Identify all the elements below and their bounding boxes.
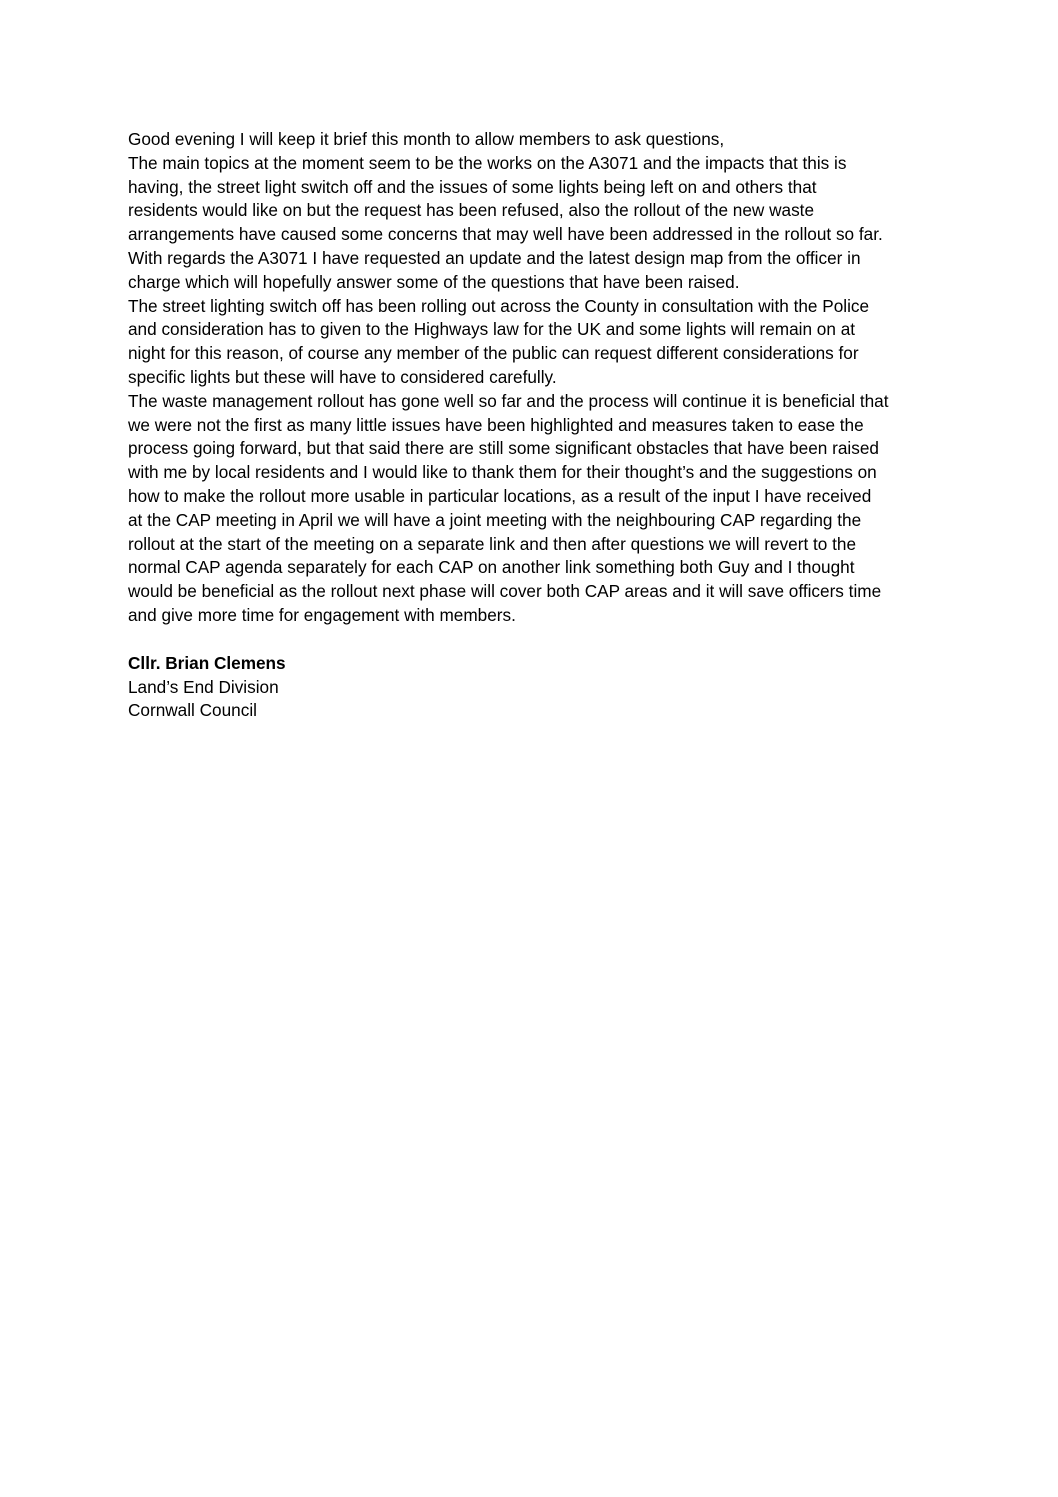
text-line: would be beneficial as the rollout next phase will cover both CAP areas and it will save officers time: [128, 581, 882, 602]
signature-division: Land’s End Division: [128, 676, 279, 697]
text-line: specific lights but these will have to considered carefully.: [128, 366, 557, 387]
text-line: Good evening I will keep it brief this month to allow members to ask questions,: [128, 129, 725, 149]
text-line: residents would like on but the request has been refused, also the rollout of the new waste: [128, 200, 815, 221]
text-line: and give more time for engagement with members.: [128, 604, 516, 625]
text-line: rollout at the start of the meeting on a separate link and then after questions we will revert to the: [128, 533, 857, 554]
text-line: arrangements have caused some concerns that may well have been addressed in the rollout so far.: [128, 224, 883, 245]
signature-name: Cllr. Brian Clemens: [128, 652, 286, 673]
text-line: The street lighting switch off has been rolling out across the County in consultation with the Police: [128, 295, 870, 316]
document-body: [128, 128, 938, 723]
text-line: charge which will hopefully answer some of the questions that have been raised.: [128, 271, 740, 292]
paragraph-greeting: [128, 128, 938, 152]
text-line: having, the street light switch off and the issues of some lights being left on and others that: [128, 176, 817, 197]
paragraph-a3071: [128, 247, 938, 295]
text-line: process going forward, but that said there are still some significant obstacles that have been raised: [128, 438, 879, 459]
signature-block: [128, 652, 938, 723]
paragraph-waste-management: [128, 390, 938, 628]
text-line: and consideration has to given to the Highways law for the UK and some lights will remain on at: [128, 319, 856, 340]
text-line: The waste management rollout has gone well so far and the process will continue it is beneficial that: [128, 390, 889, 411]
text-line: at the CAP meeting in April we will have a joint meeting with the neighbouring CAP regarding the: [128, 509, 862, 530]
text-line: With regards the A3071 I have requested an update and the latest design map from the officer in: [128, 247, 861, 268]
text-line: night for this reason, of course any member of the public can request different considerations for: [128, 343, 859, 364]
text-line: The main topics at the moment seem to be the works on the A3071 and the impacts that this is: [128, 152, 847, 173]
text-line: with me by local residents and I would like to thank them for their thought’s and the suggestions on: [128, 462, 877, 483]
paragraph-main-topics: [128, 152, 938, 247]
text-line: normal CAP agenda separately for each CAP on another link something both Guy and I thought: [128, 557, 855, 578]
text-line: we were not the first as many little issues have been highlighted and measures taken to ease the: [128, 414, 864, 435]
paragraph-street-lighting: [128, 295, 938, 390]
signature-organization: Cornwall Council: [128, 700, 257, 721]
text-line: how to make the rollout more usable in particular locations, as a result of the input I have received: [128, 485, 872, 506]
